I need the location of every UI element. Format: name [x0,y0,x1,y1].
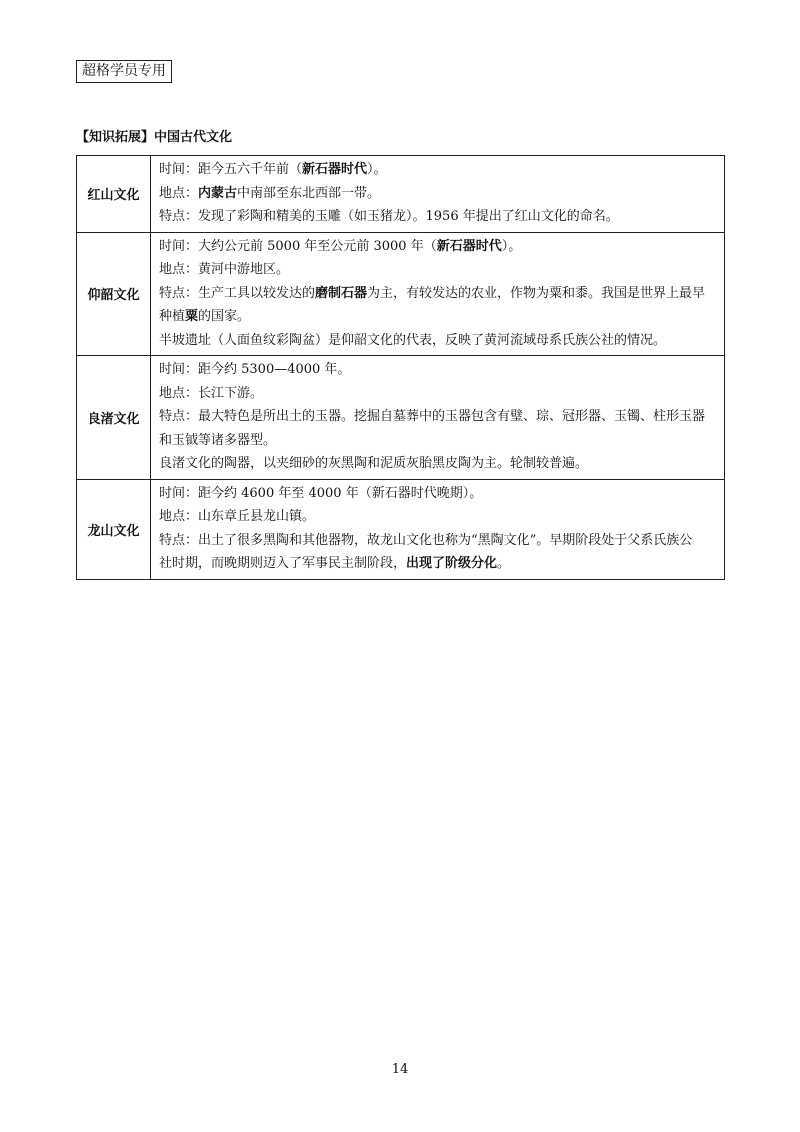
detail-line [159,552,718,576]
detail-line [159,329,718,353]
detail-line [159,205,718,229]
emphasis-text: 粟 [185,309,199,324]
page-number: 14 [391,1062,409,1077]
emphasis-text: 磨制石器 [315,285,368,301]
detail-line [159,282,718,306]
detail-text: 为主，有较发达的农业，作物为粟和黍。我国是世界上最早 [367,285,706,301]
detail-line [159,482,718,506]
detail-line [159,358,718,382]
detail-text: 地点：山东章丘县龙山镇。 [159,509,316,524]
culture-details [151,479,725,579]
culture-details [151,356,725,480]
detail-text: ）。 [501,238,522,254]
emphasis-text: 内蒙古 [198,185,238,201]
culture-name: 良渚文化 [77,356,151,480]
detail-line [159,235,718,259]
detail-line [159,405,718,429]
culture-row [77,156,725,233]
culture-name: 红山文化 [77,156,151,233]
culture-name: 仰韶文化 [77,232,151,356]
detail-text: 的国家。 [198,309,251,324]
student-only-tag: 超格学员专用 [76,60,172,83]
detail-text: 社时期，而晚期则迈入了军事民主制阶段， [159,556,407,571]
detail-text: 时间：距今五六千年前（ [159,162,303,177]
detail-line [159,182,718,206]
detail-line [159,429,718,453]
detail-line [159,258,718,282]
detail-line [159,529,718,553]
detail-text: 和玉钺等诸多器型。 [159,432,277,448]
detail-text: 中南部至东北西部一带。 [237,185,381,201]
detail-text: 时间：大约公元前 5000 年至公元前 3000 年（ [159,238,437,254]
culture-row [77,479,725,579]
culture-details [151,232,725,356]
detail-line [159,452,718,476]
detail-text: 特点：最大特色是所出土的玉器。挖掘自墓葬中的玉器包含有璧、琮、冠形器、玉镯、柱形玉器 [159,409,706,424]
detail-text: 良渚文化的陶器，以夹细砂的灰黑陶和泥质灰胎黑皮陶为主。轮制较普遍。 [159,456,589,471]
emphasis-text: 新石器时代 [436,238,502,254]
detail-text: 。 [497,556,511,571]
detail-text: 时间：距今约 5300—4000 年。 [159,362,351,377]
culture-row [77,356,725,480]
detail-text: ）。 [367,162,387,177]
detail-text: 地点： [159,185,199,201]
detail-text: 时间：距今约 4600 年至 4000 年（新石器时代晚期）。 [159,485,483,501]
detail-text: 地点：黄河中游地区。 [159,262,290,277]
detail-text: 特点：生产工具以较发达的 [159,285,316,301]
culture-details [151,156,725,233]
detail-text: 种植 [159,309,186,324]
detail-line [159,505,718,529]
section-title: 【知识拓展】中国古代文化 [76,130,233,145]
culture-name: 龙山文化 [77,479,151,579]
detail-text: 地点：长江下游。 [159,385,264,401]
detail-text: 特点：出土了很多黑陶和其他器物，故龙山文化也称为“黑陶文化”。早期阶段处于父系氏族公 [159,532,693,548]
detail-text: 半坡遗址（人面鱼纹彩陶盆）是仰韶文化的代表，反映了黄河流域母系氏族公社的情况。 [159,332,667,348]
detail-line [159,305,718,329]
culture-table [76,155,725,580]
detail-text: 特点：发现了彩陶和精美的玉雕（如玉猪龙）。1956 年提出了红山文化的命名。 [159,209,619,224]
detail-line [159,382,718,406]
emphasis-text: 新石器时代 [302,162,368,177]
culture-row [77,232,725,356]
emphasis-text: 出现了阶级分化 [406,556,498,571]
detail-line [159,158,718,182]
